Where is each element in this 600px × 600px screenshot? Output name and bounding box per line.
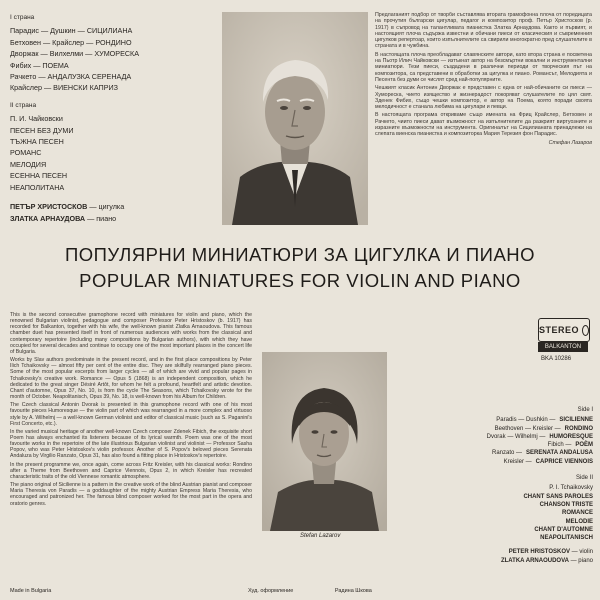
track-item xyxy=(415,416,593,424)
track-item: Рачкето — АНДАЛУЗКА СЕРЕНАДА xyxy=(10,72,132,82)
balkanton-logo: BALKANTON xyxy=(538,342,588,352)
notes-paragraph: This is the second consecutive gramophone record with miniatures for violin and piano, which the renowned Bulgarian violinist, pedagogue and composer Professor Peter Hristoskov (b. 1917) has recorded for Balkanton, together with his wife, the well-known pianist Zlatka Arnaoudova. This famous chamber duet has presented itself in front of numerous audiences with works from the classical and contemporary repertoire (including many compositions by Bulgarian authors), with which they have occupied for several decades and continue to occupy one of the most important places in the concert life of Bulgaria. xyxy=(10,312,252,355)
track-composer: Beethoven — Kreisler — xyxy=(494,425,561,432)
title-bulgarian: ПОПУЛЯРНИ МИНИАТЮРИ ЗА ЦИГУЛКА И ПИАНО xyxy=(64,244,536,265)
notes-paragraph: Предлаганият подбор от творби съставлява втората грамофонна плоча от поредицата на прочутия български цигулар, педагог и композитор проф. Петър Христосков (р. 1917) в съпровод на талантливата пианистка Златка Арнаудова. Както и първият, и настоящият плоча съдържа известни и обичани пиеси от класическия и съвременния цигулков репертоар, които изпълнителите са свирили многократно пред слушателите в страната и в чужбина. xyxy=(375,12,592,50)
performer xyxy=(415,557,593,565)
notes-paragraph: Чешкият класик Антонин Дворжак е представен с една от най-обичаните си пиеси — Хумореска, чието изящество и жизнерадост покоряват слушателите по цял свят. Зденек Фибих, също чешки композитор, е автор на Поема, която поради своята мелодичност е станала любима на цигулари и певци. xyxy=(375,85,592,111)
track-item xyxy=(415,458,593,466)
design-label: Худ. оформление xyxy=(248,588,294,594)
side2-composer: P. I. Tchaikovsky xyxy=(549,485,593,492)
track-title: CAPRICE VIENNOIS xyxy=(535,458,593,465)
track-item: Фибих — ПОЕМА xyxy=(10,60,69,70)
performer xyxy=(10,201,215,212)
pianist-portrait-photo xyxy=(262,352,387,531)
notes-paragraph: В настоящата програма откриваме също имената на Фриц Крайслер, Бетховен и Рачкето, чиито пиеси дават възможност на изпълнителите да разкрият виртуозните и изразните възможности на инструмента. Оригиналът на Сицилианата принадлежи на слепата виенска пианистка и композиторка Мария Терезия фон Парадис. xyxy=(375,112,592,138)
performer-role: — цигулка xyxy=(89,202,125,212)
track-item: ТЪЖНА ПЕСЕН xyxy=(10,137,64,147)
notes-paragraph: The Czech classical Antonin Dvorak is presented in this gramophone record with one of his most favourite pieces Humoresque — the violin part of which was rearranged in a more complex and virtuoso style by A. Wilhelmj — a well-known German violinist and editor of classical music (such as S. Paganini's First Concerto, etc.). xyxy=(10,402,252,427)
track-item: MELODIE xyxy=(565,518,593,525)
track-item: РОМАНС xyxy=(10,148,42,158)
track-item xyxy=(415,449,593,457)
catalog-number: BKA 10286 xyxy=(541,356,572,362)
side2-heading: Side II xyxy=(575,475,593,482)
track-item xyxy=(415,441,593,449)
track-title: HUMORESQUE xyxy=(549,433,593,440)
notes-paragraph: The piano original of Sicilienne is a pattern in the creative work of the blind Austrian pianist and composer Maria Theresia von Paradis — a goddaughter of the mighty Austrian Empress Maria Theresia, who encouraged and patronized her. The famous blind composer worked for the most part in the opera and oratorio genres. xyxy=(10,482,252,507)
tracklist-bulgarian xyxy=(10,12,215,224)
stereo-label: STEREO xyxy=(539,325,580,335)
track-item: CHANT SANS PAROLES xyxy=(523,493,593,500)
track-item: МЕЛОДИЯ xyxy=(10,159,47,169)
track-composer: Dvorak — Wilhelmj — xyxy=(486,433,546,440)
performer-role: — violin xyxy=(571,549,593,556)
performer-name: ZLATKA ARNAOUDOVA xyxy=(500,557,569,564)
title-english: POPULAR MINIATURES FOR VIOLIN AND PIANO xyxy=(79,270,521,291)
stereo-circle-icon xyxy=(582,325,589,336)
performer-name: ПЕТЪР ХРИСТОСКОВ xyxy=(10,202,88,212)
notes-paragraph: In the present programme we, once again, come across Fritz Kreisler, with his classical works: Rondino after a Theme from Beethoven and Caprice Viennois, Opus 2, in which Kreisler has recreated characteristic traits of the old Viennese romantic atmosphere. xyxy=(10,461,252,480)
track-title: SICILIENNE xyxy=(559,417,593,424)
track-item: НЕАПОЛИТАНА xyxy=(10,182,65,192)
track-title: POÈM xyxy=(575,442,593,449)
violinist-portrait-photo xyxy=(222,12,368,225)
performer-name: ЗЛАТКА АРНАУДОВА xyxy=(10,213,86,223)
tracklist-english xyxy=(415,406,593,565)
notes-paragraph: In the varied musical heritage of another well-known Czech composer Zdenek Fibich, the exquisite short Poem has always enchanted its listeners because of its lyrical warmth. Poem was one of the most favourite works in the repertoire of the late illustrious Bulgarian violinist and violinist — Professor Sasha Popov, who was Peter Hristoskov's violin professor. Another of S. Popov's beloved pieces Serenata Andaluza by Virgilio Ranzato, Opus 31, has also found a fitting place in Hristoskov's repertoire. xyxy=(10,428,252,460)
stereo-logo xyxy=(538,318,590,342)
performer xyxy=(415,548,593,556)
track-item xyxy=(415,425,593,433)
track-item: Дворжак — Вилхелми — ХУМОРЕСКА xyxy=(10,49,140,59)
liner-notes-english xyxy=(10,312,252,587)
track-composer: Fibich — xyxy=(547,442,572,449)
performer-name: PETER HRISTOSKOV xyxy=(508,549,570,556)
side1-heading: Side I xyxy=(577,407,593,413)
track-item: NEAPOLITANISCH xyxy=(540,535,593,542)
performer xyxy=(10,213,215,224)
track-item: CHANSON TRISTE xyxy=(539,501,593,508)
track-item: ПЕСЕН БЕЗ ДУМИ xyxy=(10,125,74,135)
side2-heading: II страна xyxy=(10,101,37,109)
track-composer: Kreisler — xyxy=(503,458,532,465)
track-composer: Paradis — Dushkin — xyxy=(496,417,556,424)
design-name: Радина Шкова xyxy=(334,588,372,594)
side2-list xyxy=(415,484,593,542)
performer-credits xyxy=(415,548,593,565)
track-item: Бетховен — Крайслер — РОНДИНО xyxy=(10,37,132,47)
side2-composer: П. И. Чайковски xyxy=(10,114,63,124)
notes-paragraph: Works by Slav authors predominate in the present record, and in the first place compositions by Peter Ilich Tchaikovsky — almost fifty per cent of the entire disc. They are skilfully rearranged piano pieces. Some of the most popular excerpts from larger cycles — all of which are vivid and popular pages in Tchaikovsky's creative work. Romance — Opus 5 (1868) is an independent composition, which he dedicated to the great singer Désiré Artôt, for whom he felt a profound, heartfelt and artistic devotion. Chant d'automne, Opus 37, No. 10, is from the cycle The Seasons, which Tchaikovsky wrote for the month of October. Neapolitanisch, Opus 39, No. 18, is well-known from his Album for Children. xyxy=(10,357,252,401)
performer-role: — пиано xyxy=(87,213,117,223)
liner-notes-bulgarian xyxy=(375,12,592,224)
notes-signature-english: Stefan Lazarov xyxy=(300,533,341,539)
track-item: ROMANCE xyxy=(562,510,593,517)
performer-role: — piano xyxy=(570,557,593,564)
performer-credits xyxy=(10,201,215,224)
track-item xyxy=(415,433,593,441)
track-item: CHANT D'AUTOMNE xyxy=(534,526,593,533)
track-item: Парадис — Душкин — СИЦИЛИАНА xyxy=(10,26,133,36)
notes-signature: Стефан Лазаров xyxy=(548,139,592,146)
design-credit xyxy=(248,588,412,594)
side1-heading: I страна xyxy=(10,14,35,21)
track-item: ЕСЕННА ПЕСЕН xyxy=(10,171,68,181)
notes-paragraph: В настоящата плоча преобладават славянските автори, като втора страна е посветена на Пьотр Илич Чайковски — изтъкнат автор на безсмъртни вокални и инструментални миниатюри. Тези пиеси, създадени в различни периоди от творческия път на композитора, са представени в обработки за цигулка и пиано. Романсът, Мелодията и Песента без думи се числят сред най-популярните. xyxy=(375,51,592,83)
made-in-label: Made in Bulgaria xyxy=(10,588,52,594)
track-item: Крайслер — ВИЕНСКИ КАПРИЗ xyxy=(10,83,119,93)
track-title: RONDINO xyxy=(564,425,593,432)
track-composer: Ranzato — xyxy=(491,450,522,457)
track-title: SERENATA ANDALUSA xyxy=(526,450,593,457)
